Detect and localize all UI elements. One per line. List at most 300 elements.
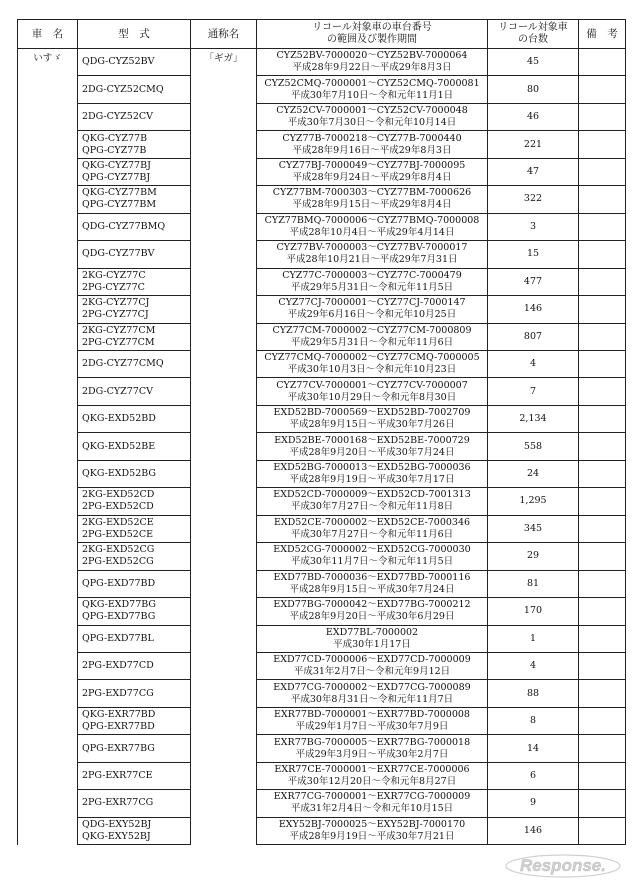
model-code: QPG-EXD77BL xyxy=(82,632,154,644)
table-row xyxy=(18,735,626,762)
range-cell xyxy=(257,625,488,652)
note-cell xyxy=(579,405,626,432)
table-row xyxy=(18,186,626,213)
maker-name-empty xyxy=(18,460,78,487)
table-row xyxy=(18,405,626,432)
table-row xyxy=(18,570,626,597)
range-cell xyxy=(257,460,488,487)
model-code: 2DG-CYZ77CMQ xyxy=(82,358,164,370)
model-code: QKG-EXR77BD xyxy=(82,709,156,721)
range-cell xyxy=(257,158,488,185)
note-cell xyxy=(579,268,626,295)
production-period: 平成30年11月7日～令和元年11月5日 xyxy=(290,556,454,568)
common-name-empty xyxy=(191,213,257,240)
range-cell xyxy=(257,817,488,844)
chassis-range: CYZ52CV-7000001～CYZ52CV-7000048 xyxy=(276,105,468,117)
maker-name-empty xyxy=(18,570,78,597)
range-cell xyxy=(257,350,488,377)
maker-name-empty xyxy=(18,241,78,268)
table-row xyxy=(18,378,626,405)
table-row xyxy=(18,49,626,76)
model-code: QPG-EXR77BD xyxy=(82,721,155,733)
vehicle-count: 221 xyxy=(488,131,579,158)
model-code: QKG-CYZ77BM xyxy=(82,187,157,199)
table-row xyxy=(18,488,626,515)
maker-name-empty xyxy=(18,735,78,762)
range-cell xyxy=(257,433,488,460)
production-period: 平成28年9月19日～平成30年7月21日 xyxy=(289,830,455,842)
chassis-range: EXR77CE-7000001～EXR77CE-7000006 xyxy=(274,764,470,775)
model-cell xyxy=(78,103,191,130)
vehicle-count: 7 xyxy=(488,378,579,405)
common-name-empty xyxy=(191,543,257,570)
model-cell xyxy=(78,652,191,679)
maker-name-empty xyxy=(18,213,78,240)
model-cell xyxy=(78,323,191,350)
chassis-range: EXD52CD-7000009～EXD52CD-7001313 xyxy=(273,489,471,501)
header-range-line2: の範囲及び製作期間 xyxy=(327,34,417,45)
chassis-range: EXD77BD-7000036～EXD77BD-7000116 xyxy=(273,571,471,583)
model-cell xyxy=(78,790,191,817)
vehicle-count: 2,134 xyxy=(488,405,579,432)
production-period: 平成28年9月22日～平成29年8月3日 xyxy=(292,62,452,74)
note-cell xyxy=(579,817,626,844)
table-row xyxy=(18,350,626,377)
common-name: 「ギガ」 xyxy=(191,49,257,76)
maker-name-empty xyxy=(18,762,78,789)
common-name-empty xyxy=(191,598,257,625)
note-cell xyxy=(579,515,626,542)
range-cell xyxy=(257,707,488,734)
common-name-empty xyxy=(191,680,257,707)
model-code: 2PG-CYZ77CJ xyxy=(82,309,149,321)
range-cell xyxy=(257,790,488,817)
model-code: 2PG-CYZ77C xyxy=(82,281,145,293)
maker-name-empty xyxy=(18,323,78,350)
vehicle-count: 1 xyxy=(488,625,579,652)
model-code: QPG-EXD77BG xyxy=(82,611,156,623)
model-cell xyxy=(78,186,191,213)
chassis-range: EXD77CG-7000002～EXD77CG-7000089 xyxy=(273,681,471,693)
range-cell xyxy=(257,488,488,515)
chassis-range: EXD52CE-7000002～EXD52CE-7000346 xyxy=(273,516,471,528)
table-row xyxy=(18,213,626,240)
maker-name-empty xyxy=(18,680,78,707)
production-period: 平成29年5月31日～令和元年11月6日 xyxy=(290,336,454,348)
range-cell xyxy=(257,762,488,789)
model-code: QDG-CYZ77BMQ xyxy=(82,220,166,232)
common-name-empty xyxy=(191,296,257,323)
vehicle-count: 45 xyxy=(488,49,579,76)
common-name-empty xyxy=(191,570,257,597)
table-row xyxy=(18,680,626,707)
vehicle-count: 477 xyxy=(488,268,579,295)
model-cell xyxy=(78,158,191,185)
model-code: 2PG-EXD52CG xyxy=(82,556,154,568)
common-name-empty xyxy=(191,103,257,130)
common-name-empty xyxy=(191,186,257,213)
range-cell xyxy=(257,296,488,323)
table-row xyxy=(18,652,626,679)
vehicle-count: 80 xyxy=(488,76,579,103)
chassis-range: CYZ77CJ-7000001～CYZ77CJ-7000147 xyxy=(278,297,466,309)
common-name-empty xyxy=(191,158,257,185)
maker-name-empty xyxy=(18,433,78,460)
production-period: 平成28年9月24日～平成29年8月4日 xyxy=(292,172,452,184)
chassis-range: CYZ77B-7000218～CYZ77B-7000440 xyxy=(282,132,462,144)
production-period: 平成28年9月15日～平成30年7月26日 xyxy=(289,419,455,431)
response-watermark xyxy=(504,850,622,880)
chassis-range: EXY52BJ-7000025～EXY52BJ-7000170 xyxy=(278,818,466,830)
model-code: 2DG-CYZ52CMQ xyxy=(82,83,164,95)
maker-name-empty xyxy=(18,378,78,405)
production-period: 平成31年2月4日～令和元年10月15日 xyxy=(290,803,454,815)
production-period: 平成30年7月27日～令和元年11月8日 xyxy=(290,501,454,513)
model-code: 2PG-EXD77CD xyxy=(82,660,154,672)
common-name-empty xyxy=(191,488,257,515)
common-name-empty xyxy=(191,735,257,762)
note-cell xyxy=(579,103,626,130)
maker-name-empty xyxy=(18,625,78,652)
production-period: 平成28年9月15日～平成30年7月24日 xyxy=(289,583,455,595)
model-cell xyxy=(78,460,191,487)
maker-name-empty xyxy=(18,131,78,158)
range-cell xyxy=(257,515,488,542)
production-period: 平成30年10月3日～令和元年10月23日 xyxy=(287,364,457,376)
model-code: QPG-CYZ77B xyxy=(82,144,147,156)
model-code: QDG-EXY52BJ xyxy=(82,818,152,830)
chassis-range: EXR77CG-7000001～EXR77CG-7000009 xyxy=(273,791,471,803)
table-row xyxy=(18,515,626,542)
chassis-range: EXD52BD-7000569～EXD52BD-7002709 xyxy=(273,407,471,419)
common-name-empty xyxy=(191,652,257,679)
model-code: 2KG-CYZ77CM xyxy=(82,324,156,336)
note-cell xyxy=(579,378,626,405)
maker-name-empty xyxy=(18,186,78,213)
chassis-range: EXD77BL-7000002 xyxy=(325,626,419,638)
model-code: 2PG-EXR77CE xyxy=(82,770,153,781)
vehicle-count: 1,295 xyxy=(488,488,579,515)
common-name-empty xyxy=(191,405,257,432)
note-cell xyxy=(579,460,626,487)
common-name-empty xyxy=(191,460,257,487)
model-code: QKG-EXY52BJ xyxy=(82,830,151,842)
maker-name-empty xyxy=(18,598,78,625)
model-cell xyxy=(78,625,191,652)
common-name-empty xyxy=(191,790,257,817)
maker-name-empty xyxy=(18,817,78,844)
chassis-range: CYZ77CV-7000001～CYZ77CV-7000007 xyxy=(276,379,468,391)
model-code: QKG-EXD52BE xyxy=(82,440,156,452)
header-car-name: 車 名 xyxy=(18,20,78,49)
vehicle-count: 29 xyxy=(488,543,579,570)
common-name-empty xyxy=(191,76,257,103)
note-cell xyxy=(579,790,626,817)
common-name-empty xyxy=(191,707,257,734)
note-cell xyxy=(579,707,626,734)
note-cell xyxy=(579,488,626,515)
maker-name-empty xyxy=(18,296,78,323)
table-row xyxy=(18,625,626,652)
vehicle-count: 322 xyxy=(488,186,579,213)
model-code: QPG-CYZ77BJ xyxy=(82,172,151,184)
table-row xyxy=(18,790,626,817)
table-row xyxy=(18,433,626,460)
production-period: 平成30年7月27日～令和元年11月6日 xyxy=(290,528,454,540)
chassis-range: CYZ77CM-7000002～CYZ77CM-7000809 xyxy=(272,324,472,336)
range-cell xyxy=(257,570,488,597)
model-cell xyxy=(78,241,191,268)
range-cell xyxy=(257,405,488,432)
header-note: 備 考 xyxy=(579,20,626,49)
model-cell xyxy=(78,543,191,570)
maker-name-empty xyxy=(18,652,78,679)
table-row xyxy=(18,76,626,103)
table-row xyxy=(18,131,626,158)
production-period: 平成28年9月15日～平成29年8月4日 xyxy=(292,199,452,211)
model-code: 2KG-CYZ77C xyxy=(82,269,146,281)
header-count-line1: リコール対象車 xyxy=(498,22,568,33)
model-code: QKG-EXD52BD xyxy=(82,413,156,425)
note-cell xyxy=(579,241,626,268)
table-row xyxy=(18,241,626,268)
note-cell xyxy=(579,543,626,570)
chassis-range: EXD77BG-7000042～EXD77BG-7000212 xyxy=(273,599,471,611)
model-cell xyxy=(78,213,191,240)
header-range-line1: リコール対象車の車台番号 xyxy=(312,22,432,33)
production-period: 平成30年7月10日～令和元年11月1日 xyxy=(290,89,454,101)
maker-name-empty xyxy=(18,103,78,130)
note-cell xyxy=(579,350,626,377)
vehicle-count: 9 xyxy=(488,790,579,817)
range-cell xyxy=(257,241,488,268)
vehicle-count: 345 xyxy=(488,515,579,542)
maker-name: いすゞ xyxy=(18,49,78,76)
range-cell xyxy=(257,213,488,240)
maker-name-empty xyxy=(18,405,78,432)
note-cell xyxy=(579,762,626,789)
production-period: 平成30年10月29日～令和元年8月30日 xyxy=(287,391,457,403)
production-period: 平成29年5月31日～令和元年11月5日 xyxy=(290,281,454,293)
vehicle-count: 4 xyxy=(488,652,579,679)
note-cell xyxy=(579,625,626,652)
range-cell xyxy=(257,680,488,707)
table-row xyxy=(18,460,626,487)
model-cell xyxy=(78,49,191,76)
range-cell xyxy=(257,543,488,570)
table-row xyxy=(18,296,626,323)
chassis-range: CYZ77C-7000003～CYZ77C-7000479 xyxy=(282,269,462,281)
chassis-range: CYZ77BJ-7000049～CYZ77BJ-7000095 xyxy=(278,160,466,172)
note-cell xyxy=(579,49,626,76)
vehicle-count: 3 xyxy=(488,213,579,240)
model-code: QPG-EXD77BD xyxy=(82,577,156,589)
maker-name-empty xyxy=(18,543,78,570)
model-code: 2PG-EXD52CD xyxy=(82,501,154,513)
vehicle-count: 170 xyxy=(488,598,579,625)
vehicle-count: 47 xyxy=(488,158,579,185)
model-code: 2DG-CYZ52CV xyxy=(82,111,153,123)
table-row xyxy=(18,598,626,625)
production-period: 平成28年9月19日～平成30年7月17日 xyxy=(289,474,455,486)
recall-table xyxy=(17,19,626,845)
table-row xyxy=(18,103,626,130)
note-cell xyxy=(579,598,626,625)
model-code: QKG-EXD52BG xyxy=(82,468,157,480)
header-count xyxy=(488,20,579,49)
model-cell xyxy=(78,598,191,625)
model-code: 2KG-CYZ77CJ xyxy=(82,297,150,309)
model-cell xyxy=(78,433,191,460)
header-range xyxy=(257,20,488,49)
model-cell xyxy=(78,76,191,103)
maker-name-empty xyxy=(18,158,78,185)
chassis-range: CYZ77BM-7000303～CYZ77BM-7000626 xyxy=(272,187,472,199)
common-name-empty xyxy=(191,433,257,460)
model-cell xyxy=(78,707,191,734)
watermark-text: Response. xyxy=(520,856,606,875)
model-code: QKG-EXD77BG xyxy=(82,599,157,611)
production-period: 平成30年1月17日 xyxy=(333,638,411,650)
chassis-range: CYZ52CMQ-7000001～CYZ52CMQ-7000081 xyxy=(264,77,480,89)
model-cell xyxy=(78,405,191,432)
chassis-range: CYZ77CMQ-7000002～CYZ77CMQ-7000005 xyxy=(264,352,480,364)
model-cell xyxy=(78,131,191,158)
chassis-range: EXR77BD-7000001～EXR77BD-7000008 xyxy=(274,709,470,721)
model-cell xyxy=(78,762,191,789)
model-cell xyxy=(78,296,191,323)
vehicle-count: 81 xyxy=(488,570,579,597)
range-cell xyxy=(257,378,488,405)
production-period: 平成28年9月16日～平成29年8月3日 xyxy=(292,144,452,156)
model-code: 2PG-EXR77CG xyxy=(82,797,154,809)
note-cell xyxy=(579,186,626,213)
model-cell xyxy=(78,378,191,405)
table-row xyxy=(18,158,626,185)
model-code: 2PG-EXD77CG xyxy=(82,687,154,699)
vehicle-count: 14 xyxy=(488,735,579,762)
production-period: 平成30年12月20日～令和元年8月27日 xyxy=(287,776,457,787)
maker-name-empty xyxy=(18,707,78,734)
note-cell xyxy=(579,323,626,350)
common-name-empty xyxy=(191,131,257,158)
header-row xyxy=(18,20,626,49)
range-cell xyxy=(257,598,488,625)
table-row xyxy=(18,543,626,570)
model-cell xyxy=(78,268,191,295)
common-name-empty xyxy=(191,762,257,789)
model-code: QDG-CYZ52BV xyxy=(82,56,155,68)
common-name-empty xyxy=(191,350,257,377)
vehicle-count: 807 xyxy=(488,323,579,350)
production-period: 平成30年7月30日～令和元年10月14日 xyxy=(287,117,457,129)
header-model: 型 式 xyxy=(78,20,191,49)
model-code: 2DG-CYZ77CV xyxy=(82,385,153,397)
model-cell xyxy=(78,350,191,377)
vehicle-count: 15 xyxy=(488,241,579,268)
vehicle-count: 6 xyxy=(488,762,579,789)
note-cell xyxy=(579,570,626,597)
vehicle-count: 8 xyxy=(488,707,579,734)
range-cell xyxy=(257,103,488,130)
common-name-empty xyxy=(191,515,257,542)
chassis-range: CYZ77BV-7000003～CYZ77BV-7000017 xyxy=(276,242,468,254)
vehicle-count: 146 xyxy=(488,817,579,844)
response-logo xyxy=(504,850,622,880)
model-code: 2PG-CYZ77CM xyxy=(82,336,155,348)
header-common-name: 通称名 xyxy=(191,20,257,49)
maker-name-empty xyxy=(18,76,78,103)
production-period: 平成28年9月20日～平成30年7月24日 xyxy=(289,446,455,458)
production-period: 平成29年1月7日～平成30年7月9日 xyxy=(295,721,449,733)
common-name-empty xyxy=(191,268,257,295)
maker-name-empty xyxy=(18,488,78,515)
note-cell xyxy=(579,158,626,185)
model-cell xyxy=(78,817,191,844)
range-cell xyxy=(257,735,488,762)
model-cell xyxy=(78,515,191,542)
range-cell xyxy=(257,652,488,679)
note-cell xyxy=(579,213,626,240)
common-name-empty xyxy=(191,625,257,652)
table-row xyxy=(18,323,626,350)
note-cell xyxy=(579,76,626,103)
model-code: QPG-EXR77BG xyxy=(82,742,155,754)
production-period: 平成29年6月16日～令和元年10月25日 xyxy=(287,309,457,321)
common-name-empty xyxy=(191,323,257,350)
table-row xyxy=(18,762,626,789)
chassis-range: EXD52BE-7000168～EXD52BE-7000729 xyxy=(274,434,470,446)
vehicle-count: 46 xyxy=(488,103,579,130)
chassis-range: EXD77CD-7000006～EXD77CD-7000009 xyxy=(273,654,471,666)
production-period: 平成28年10月21日～平成29年7月31日 xyxy=(286,254,458,266)
maker-name-empty xyxy=(18,350,78,377)
model-code: 2KG-EXD52CG xyxy=(82,544,155,556)
model-code: QKG-CYZ77B xyxy=(82,132,148,144)
vehicle-count: 24 xyxy=(488,460,579,487)
model-code: QKG-CYZ77BJ xyxy=(82,160,151,172)
range-cell xyxy=(257,76,488,103)
common-name-empty xyxy=(191,378,257,405)
header-count-line2: の台数 xyxy=(518,34,548,45)
maker-name-empty xyxy=(18,268,78,295)
chassis-range: EXD52CG-7000002～EXD52CG-7000030 xyxy=(273,544,471,556)
model-cell xyxy=(78,680,191,707)
table-row xyxy=(18,268,626,295)
chassis-range: CYZ52BV-7000020～CYZ52BV-7000064 xyxy=(276,50,468,62)
range-cell xyxy=(257,131,488,158)
range-cell xyxy=(257,186,488,213)
note-cell xyxy=(579,131,626,158)
range-cell xyxy=(257,268,488,295)
model-cell xyxy=(78,488,191,515)
note-cell xyxy=(579,433,626,460)
note-cell xyxy=(579,296,626,323)
range-cell xyxy=(257,49,488,76)
production-period: 平成28年9月20日～平成30年6月29日 xyxy=(289,611,455,623)
production-period: 平成30年8月31日～令和元年11月7日 xyxy=(290,693,454,705)
vehicle-count: 4 xyxy=(488,350,579,377)
vehicle-count: 558 xyxy=(488,433,579,460)
model-cell xyxy=(78,570,191,597)
vehicle-count: 146 xyxy=(488,296,579,323)
chassis-range: EXR77BG-7000005～EXR77BG-7000018 xyxy=(273,736,471,748)
table-body xyxy=(18,49,626,845)
range-cell xyxy=(257,323,488,350)
production-period: 平成28年10月4日～平成29年4月14日 xyxy=(289,226,455,238)
note-cell xyxy=(579,735,626,762)
production-period: 平成31年2月7日～令和元年9月12日 xyxy=(293,666,451,678)
